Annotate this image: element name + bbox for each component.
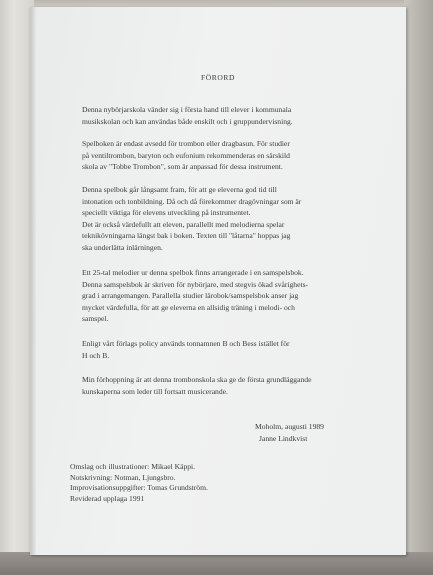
text-line: teknikövningarna längst bak i boken. Texten till "låtarna" hoppas jag: [82, 231, 291, 241]
text-line: speciellt viktiga för elevens utveckling på instrumentet.: [82, 208, 251, 218]
facing-page-edge: [0, 0, 34, 575]
credit-line: Improvisationsuppgifter: Tomas Grundström.: [70, 483, 208, 493]
booklet-page: [30, 7, 406, 555]
credit-line: Notskrivning: Notman, Ljungsbro.: [70, 472, 176, 482]
text-line: ska underlätta inlärningen.: [82, 242, 163, 252]
signature-author: Janne Lindkvist: [259, 433, 308, 443]
text-line: Min förhoppning är att denna trombonskola ska ge de första grundläggande: [82, 375, 312, 384]
text-line: Denna samspelsbok är skriven för nybörjare, med stegvis ökad svårighets-: [82, 279, 309, 289]
paragraph-ensemble: [82, 267, 382, 325]
paragraph-note-names: [82, 338, 382, 361]
text-line: grad i arrangemangen. Parallella studier lärobok/samspelsbok anser jag: [82, 291, 299, 301]
text-line: samspel.: [82, 314, 109, 324]
paragraph-hope: [82, 374, 382, 397]
text-line: på ventiltrombon, baryton och eufonium rekommenderas en särskild: [82, 150, 290, 160]
credit-line: Reviderad upplaga 1991: [70, 493, 145, 503]
signature-place-date: Moholm, augusti 1989: [255, 422, 324, 431]
text-line: kunskaperna som leder till fortsatt musicerande.: [82, 386, 228, 396]
text-line: Enligt vårt förlags policy används tonnamnen B och Bess istället för: [82, 339, 290, 348]
text-line: Det är också värdefullt att eleven, parallellt med melodierna spelar: [82, 219, 285, 229]
table-surface: [0, 552, 433, 575]
paragraph-method: [82, 184, 382, 254]
text-line: intonation och tonbildning. Då och då förekommer dragövningar som är: [82, 196, 302, 206]
page-spine: [30, 7, 36, 555]
text-line: Ett 25-tal melodier ur denna spelbok finns arrangerade i en samspelsbok.: [82, 268, 304, 277]
signature-block: [255, 421, 395, 444]
text-line: Spelboken är endast avsedd för trombon eller dragbasun. För studier: [82, 139, 290, 148]
text-line: Denna spelbok går långsamt fram, för att ge eleverna god tid till: [82, 185, 277, 194]
paragraph-intro: [82, 104, 382, 127]
credits-block: [70, 462, 370, 504]
text-line: musikskolan och kan användas både enskilt och i gruppundervisning.: [82, 116, 293, 126]
text-line: H och B.: [82, 350, 110, 360]
text-line: Denna nybörjarskola vänder sig i första hand till elever i kommunala: [82, 105, 292, 114]
background-right: [404, 0, 433, 575]
text-line: skola av "Tobbe Trombon", som är anpassad för dessa instrument.: [82, 162, 283, 172]
paragraph-instrument: [82, 138, 382, 173]
page-title: FÖRORD: [200, 73, 236, 82]
credit-line: Omslag och illustrationer: Mikael Käppi.: [70, 462, 196, 471]
text-line: mycket värdefulla, för att ge eleverna en allsidig träning i melodi- och: [82, 302, 295, 312]
